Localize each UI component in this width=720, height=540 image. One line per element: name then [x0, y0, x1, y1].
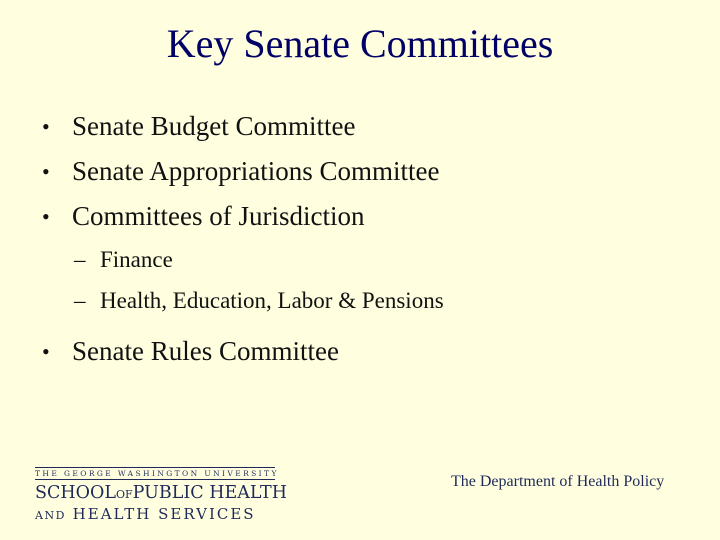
- logo-university-text: THE GEORGE WASHINGTON UNIVERSITY: [35, 469, 279, 478]
- dash-icon: –: [74, 247, 86, 272]
- logo-school-line: [35, 483, 287, 505]
- gwu-logo: [35, 467, 287, 525]
- bullet-item-rules: [42, 329, 702, 374]
- bullet-text: Senate Rules Committee: [72, 336, 339, 366]
- sub-bullet-text: Health, Education, Labor & Pensions: [100, 288, 444, 313]
- bullet-item-jurisdiction: [42, 194, 702, 239]
- sub-bullet-list: [42, 239, 702, 321]
- bullet-icon: •: [42, 204, 50, 229]
- logo-of-word: OF: [115, 488, 133, 501]
- bullet-item-appropriations: [42, 149, 702, 194]
- bullet-text: Committees of Jurisdiction: [72, 201, 365, 231]
- sub-bullet-finance: [74, 239, 702, 280]
- bullet-icon: •: [42, 114, 50, 139]
- dash-icon: –: [74, 288, 86, 313]
- logo-and-word: AND: [35, 509, 66, 522]
- bullet-icon: •: [42, 339, 50, 364]
- sub-bullet-help: [74, 280, 702, 321]
- bullet-text: Senate Appropriations Committee: [72, 156, 440, 186]
- slide-title: Key Senate Committees: [166, 21, 554, 66]
- logo-services-line: [35, 505, 275, 525]
- logo-health-services: HEALTH SERVICES: [72, 505, 256, 523]
- sub-bullet-group: [42, 239, 702, 321]
- bullet-item-budget: [42, 104, 702, 149]
- bullet-text: Senate Budget Committee: [72, 111, 356, 141]
- sub-bullet-text: Finance: [100, 247, 173, 272]
- bullet-list: [42, 104, 702, 374]
- logo-public-health: PUBLIC HEALTH: [132, 483, 287, 503]
- logo-school-word: SCHOOL: [35, 483, 116, 503]
- department-label: The Department of Health Policy: [451, 473, 665, 490]
- bullet-icon: •: [42, 159, 50, 184]
